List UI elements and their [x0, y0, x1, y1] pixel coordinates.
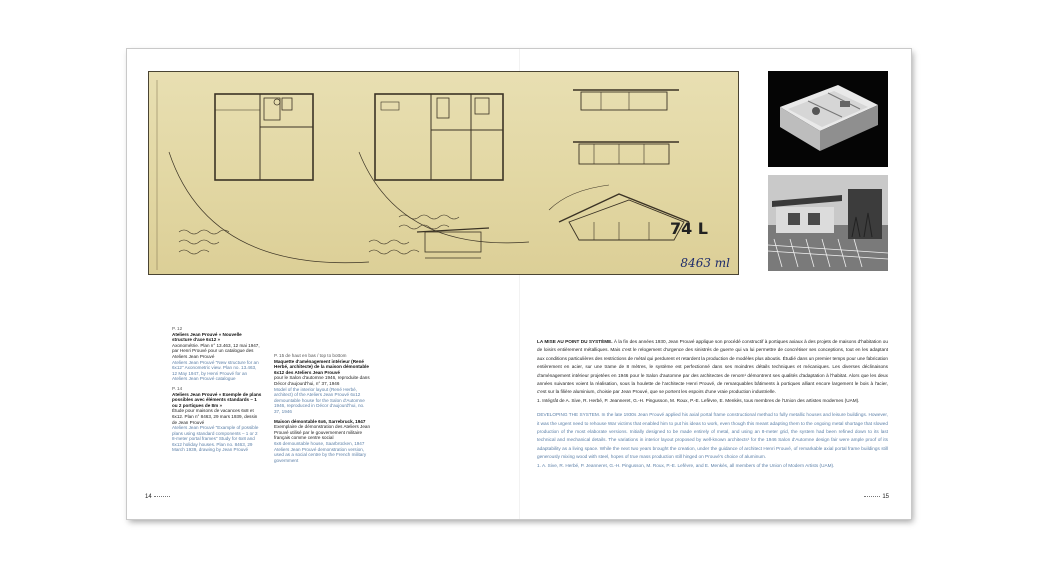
caption-text: Exemplaire de démonstration des Ateliers Jean Prouvé utilisé par le gouvernement militaire français comme centre social	[274, 424, 371, 441]
sketch-sheet-label: 74 L	[669, 219, 708, 238]
folio-rule	[154, 496, 170, 497]
french-footnote: 1. Intégrât de A. Sive, R. Herbé, P. Jeanneret, G.-H. Pingusson, M. Roux, P.-E. Lefèvre, E. Menkès, tous membres de l'Union des artistes modernes (UAM).	[537, 397, 860, 403]
caption-p14	[172, 386, 262, 453]
caption-english: Ateliers Jean Prouvé "New structure for an 6x12" Axonometric view. Plan no. 13.463, 12 May 1947, by Henri Prouvé for an Ateliers Jean Prouvé catalogue	[172, 359, 259, 382]
book-spread	[127, 49, 911, 519]
page-number-right: 15	[882, 494, 889, 500]
caption-english: Model of the interior layout (René Herbé, architect) of the Ateliers Jean Prouvé 6x12 demountable house for the Salon d'Automne 1946, reproduced in Décor d'aujourd'hui, no. 37, 1946	[274, 386, 365, 414]
caption-text: Axonométrie. Plan n° 13.463, 12 mai 1947, par Henri Prouvé pour un catalogue des Ateliers Jean Prouvé	[172, 342, 260, 359]
caption-title: Ateliers Jean Prouvé « Exemple de plans possibles avec éléments standards – 1 ou 2 portiques de 8m »	[172, 391, 262, 408]
caption-text: Étude pour maisons de vacances 6x8 et 6x12. Plan n° 8463, 29 mars 1939, dessin de Jean Prouvé	[172, 408, 258, 425]
english-lead: DEVELOPING THE SYSTEM.	[537, 412, 601, 418]
english-footnote: 1. A. Sive, R. Herbé, P. Jeanneret, G.-H. Pingusson, M. Roux, P.-E. Lefèvre, and E. Menkès, all members of the Union of Modern Artists (UAM).	[537, 462, 835, 468]
caption-english: Ateliers Jean Prouvé "Example of possible plans using standard components – 1 or 2 8-meter portal frames" Study for 6x8 and 6x12 holiday houses. Plan no. 8463, 29 March 1939, drawing by Jean Prouvé	[172, 425, 259, 453]
french-paragraph	[537, 338, 888, 405]
french-lead: LA MISE AU POINT DU SYSTÈME.	[537, 339, 613, 344]
folio-right	[862, 494, 889, 500]
caption-p12	[172, 326, 262, 382]
folio-rule	[864, 496, 880, 497]
body-text	[537, 338, 888, 476]
sketch-plan-number: 8463 ml	[680, 256, 730, 270]
english-text: In the late 1930s Jean Prouvé applied his axial portal frame constructional method to fully metallic houses and leisure buildings. However, it was the urgent need to rehouse War victims that enabled him to put his ideas to work, even though this meant adapting them to the ongoing metal shortage that slowed production of the most elaborate versions. Initially designed to be made entirely of metal, and using an 8-meter grid, the system had been refined down to its last technical and mechanical details. The variations in interior layout proposed by well-known architects¹ for the 1946 Salon d'Automne design fair were ample proof of its adaptability as a living space. While the next two years brought the creation, under the guidance of architect Henri Prouvé, of remarkable axial portal frame buildings still generously mixing wood with steel, hopes of true mass production still hinged on Prouvé's choice of aluminum.	[537, 412, 889, 460]
architectural-sketch	[148, 71, 739, 275]
caption-p15-house	[274, 419, 372, 464]
caption-p15-model	[274, 353, 372, 415]
folio-left	[145, 494, 172, 500]
caption-title: Ateliers Jean Prouvé « Nouvelle structure d'axe 6x12 »	[172, 331, 242, 343]
french-text: À la fin des années 1930, Jean Prouvé applique son procédé constructif à portiques axiaux à des projets de maisons d'habitation ou de loisirs entièrement métalliques. Mais c'est le relogement d'urgence des sinistrés de guerre qui va lui permettre de concrétiser ses conceptions, tout en les adaptant aux conditions particulières des restrictions de métal qui perdurent et retardent la production de modèles plus aboutis. Étudié dans un premier temps pour une fabrication entièrement en acier, sur une trame de 8 mètres, le système est perfectionné dans ses moindres détails techniques et mécaniques. Les diverses déclinaisons d'aménagement intérieur projetées en 1946 pour le Salon d'automne par des architectes de renom¹ démontrent ses qualités d'adaptation à l'habitat. Alors que les deux années suivantes voient la réalisation, sous la houlette de l'architecte Henri Prouvé, de remarquables bâtiments à portiques alliant encore largement le bois à l'acier, c'est sur la filière aluminium, choisie par Jean Prouvé, que se portent les espoirs d'une vraie production industrielle.	[537, 339, 888, 395]
caption-title: Maquette d'aménagement intérieur (René Herbé, architecte) de la maison démontable 6x12 des Ateliers Jean Prouvé	[274, 358, 369, 375]
caption-page-ref: P. 12	[172, 326, 183, 331]
model-image	[768, 71, 888, 167]
interior-model-photo	[768, 71, 888, 167]
caption-text: pour le Salon d'automne 1946, reproduite dans Décor d'aujourd'hui, n° 37, 1946	[274, 375, 370, 386]
caption-column-right	[274, 353, 372, 467]
demountable-house-photo	[768, 175, 888, 271]
caption-english: 6x6 demountable house, Saarbrücken, 1947 Ateliers Jean Prouvé demonstration version, used as a social centre by the French military government	[274, 440, 367, 463]
caption-column-left	[172, 326, 262, 457]
caption-page-ref: P. 15 de haut en bas / top to bottom	[274, 353, 347, 358]
english-paragraph	[537, 411, 888, 470]
caption-page-ref: P. 14	[172, 385, 183, 391]
sketch-drawing	[149, 72, 738, 274]
caption-title: Maison démontable 6x6, Sarrebruck, 1947	[274, 418, 366, 424]
page-number-left: 14	[145, 494, 152, 500]
house-image	[768, 175, 888, 271]
